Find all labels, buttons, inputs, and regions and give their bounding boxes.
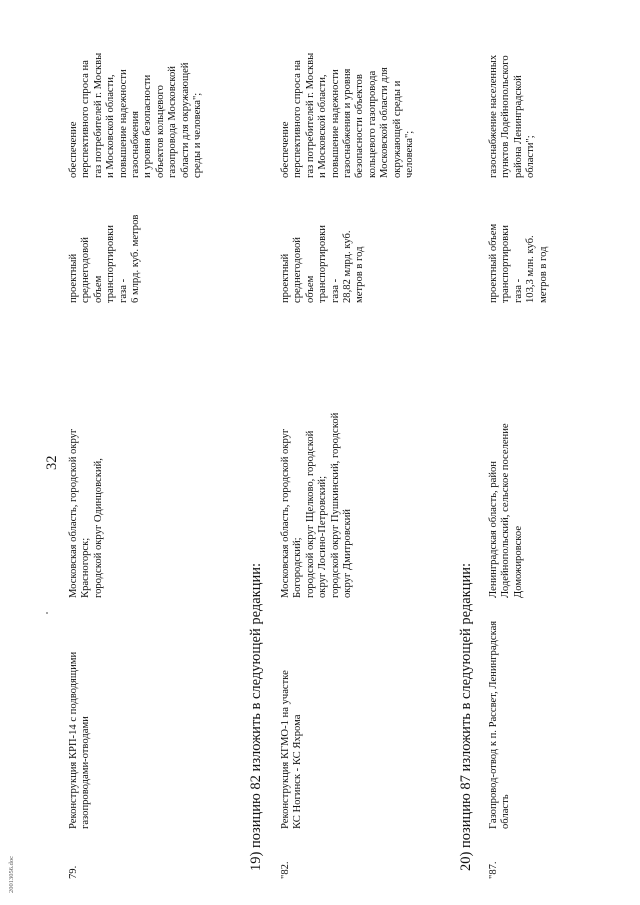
row-82-capacity: проектный среднегодовой объем транспортировки газа - 28,82 млрд. куб. метров в год [280,225,366,303]
row-79-purpose: обеспечение перспективного спроса на газ потребителей г. Москвы и Московской области, повышение надежности газоснабжения и уровня безопасности объектов кольцевого газопровода Московской области для окружающей среды и человека"; [68,52,204,178]
row-79-capacity: проектный среднегодовой объем транспортировки газа - 6 млрд. куб. метров [68,214,142,303]
scan-speck [46,612,48,614]
row-87-purpose: газоснабжение населенных пунктов Лодейнопольского района Ленинградской области"; [488,54,537,178]
page-number: 32 [44,455,60,470]
row-79-name: Реконструкция КРП-14 с подводящими газопроводами-отводами [68,651,92,829]
row-82-name: Реконструкция КГМО-1 на участке КС Ногинск - КС Яхрома [280,670,304,829]
row-87-num: "87. [488,861,499,879]
row-87-location: Ленинградская область, район Лодейнопольский, сельское поселение Доможировское [488,423,524,598]
instruction-20: 20) позицию 87 изложить в следующей редакции: [458,562,474,871]
footer-file-code: 20013056.doc [8,855,15,893]
row-82-location: Московская область, городской округ Богородский; городской округ Щелково, городской округ Лосино-Петровский; городской округ Пушкинский, городской округ Дмитровский [280,412,354,598]
row-82-purpose: обеспечение перспективного спроса на газ потребителей г. Москвы и Московской области, повышение надежности газоснабжения и уровня безопасности объектов кольцевого газопровода Московской области для окружающей среды и человека"; [280,52,416,178]
instruction-19: 19) позицию 82 изложить в следующей редакции: [248,562,264,871]
row-87-name: Газопровод-отвод к п. Рассвет, Ленинградская область [488,620,512,829]
row-82-num: "82. [280,861,291,879]
row-79-location: Московская область, городской округ Красногорск; городской округ Одинцовский, [68,428,104,598]
row-87-capacity: проектный объем транспортировки газа - 103,3 млн. куб. метров в год [488,223,549,303]
row-79-num: 79. [68,865,79,879]
